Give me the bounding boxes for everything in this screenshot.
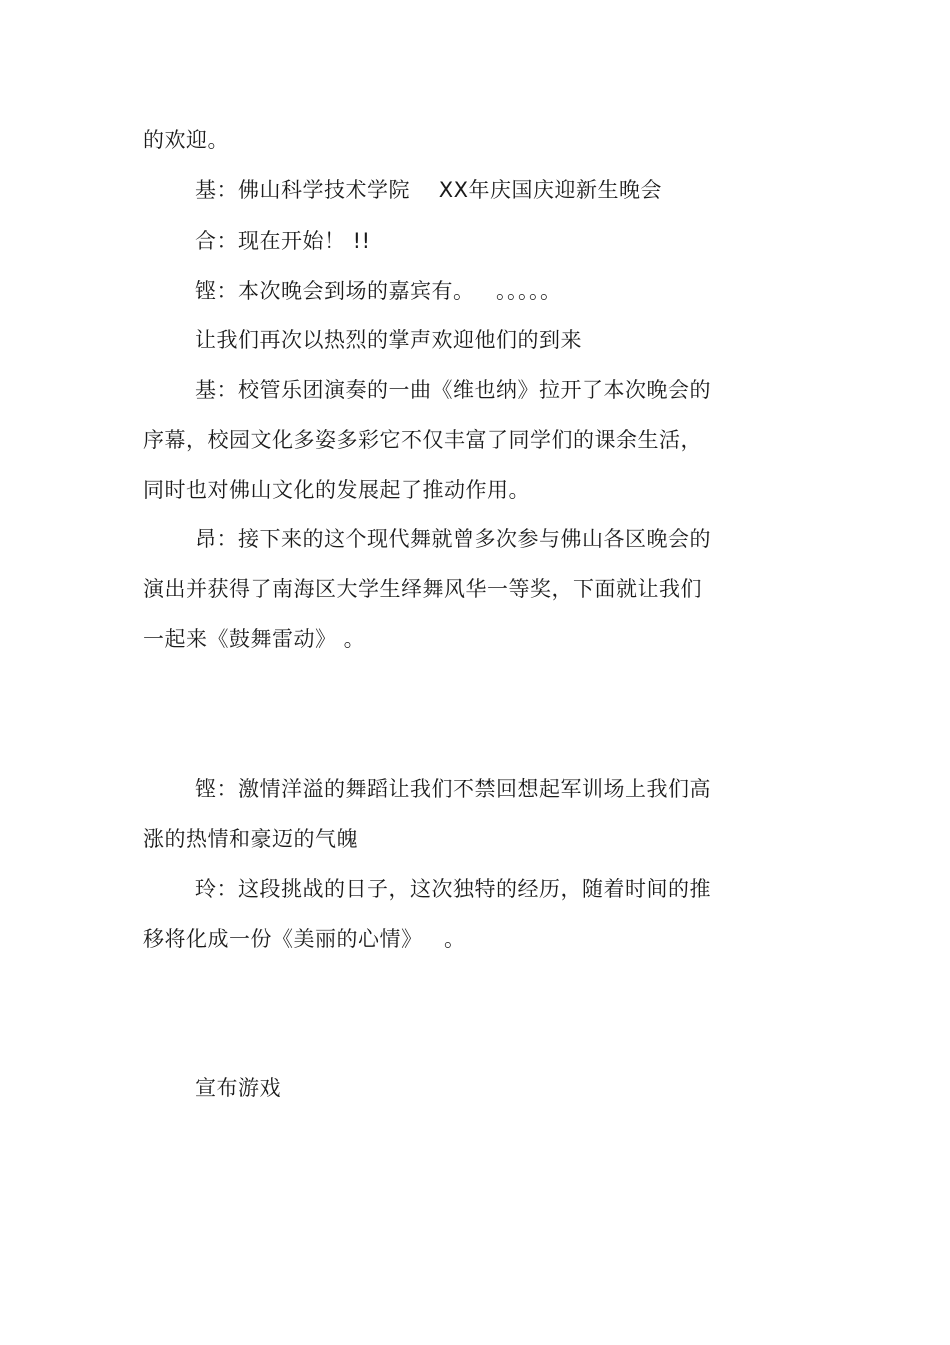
text-line: 同时也对佛山文化的发展起了推动作用。 [143,478,530,502]
text-line: 演出并获得了南海区大学生绎舞风华一等奖，下面就让我们 [143,577,702,601]
text-line: 让我们再次以热烈的掌声欢迎他们的到来 [195,328,582,352]
text-line: 昂：接下来的这个现代舞就曾多次参与佛山各区晚会的 [195,527,711,551]
text-line: 序幕，校园文化多姿多彩它不仅丰富了同学们的课余生活， [143,428,702,452]
text-line: 玲：这段挑战的日子，这次独特的经历，随着时间的推 [195,877,711,901]
text-line: 的欢迎。 [143,128,229,152]
text-line: 铿：激情洋溢的舞蹈让我们不禁回想起军训场上我们高 [195,777,711,801]
text-line: 涨的热情和豪迈的气魄 [143,827,358,851]
text-line: 合：现在开始！ !! [195,229,371,253]
text-line: 移将化成一份《美丽的心情》 。 [143,927,466,951]
text-line: 铿：本次晚会到场的嘉宾有。 。。。。。 [195,279,562,303]
text-line: 基：校管乐团演奏的一曲《维也纳》拉开了本次晚会的 [195,378,711,402]
text-line: 基：佛山科学技术学院 XX年庆国庆迎新生晚会 [195,178,662,202]
text-line: 一起来《鼓舞雷动》 。 [143,627,366,651]
section-heading: 宣布游戏 [195,1076,281,1100]
